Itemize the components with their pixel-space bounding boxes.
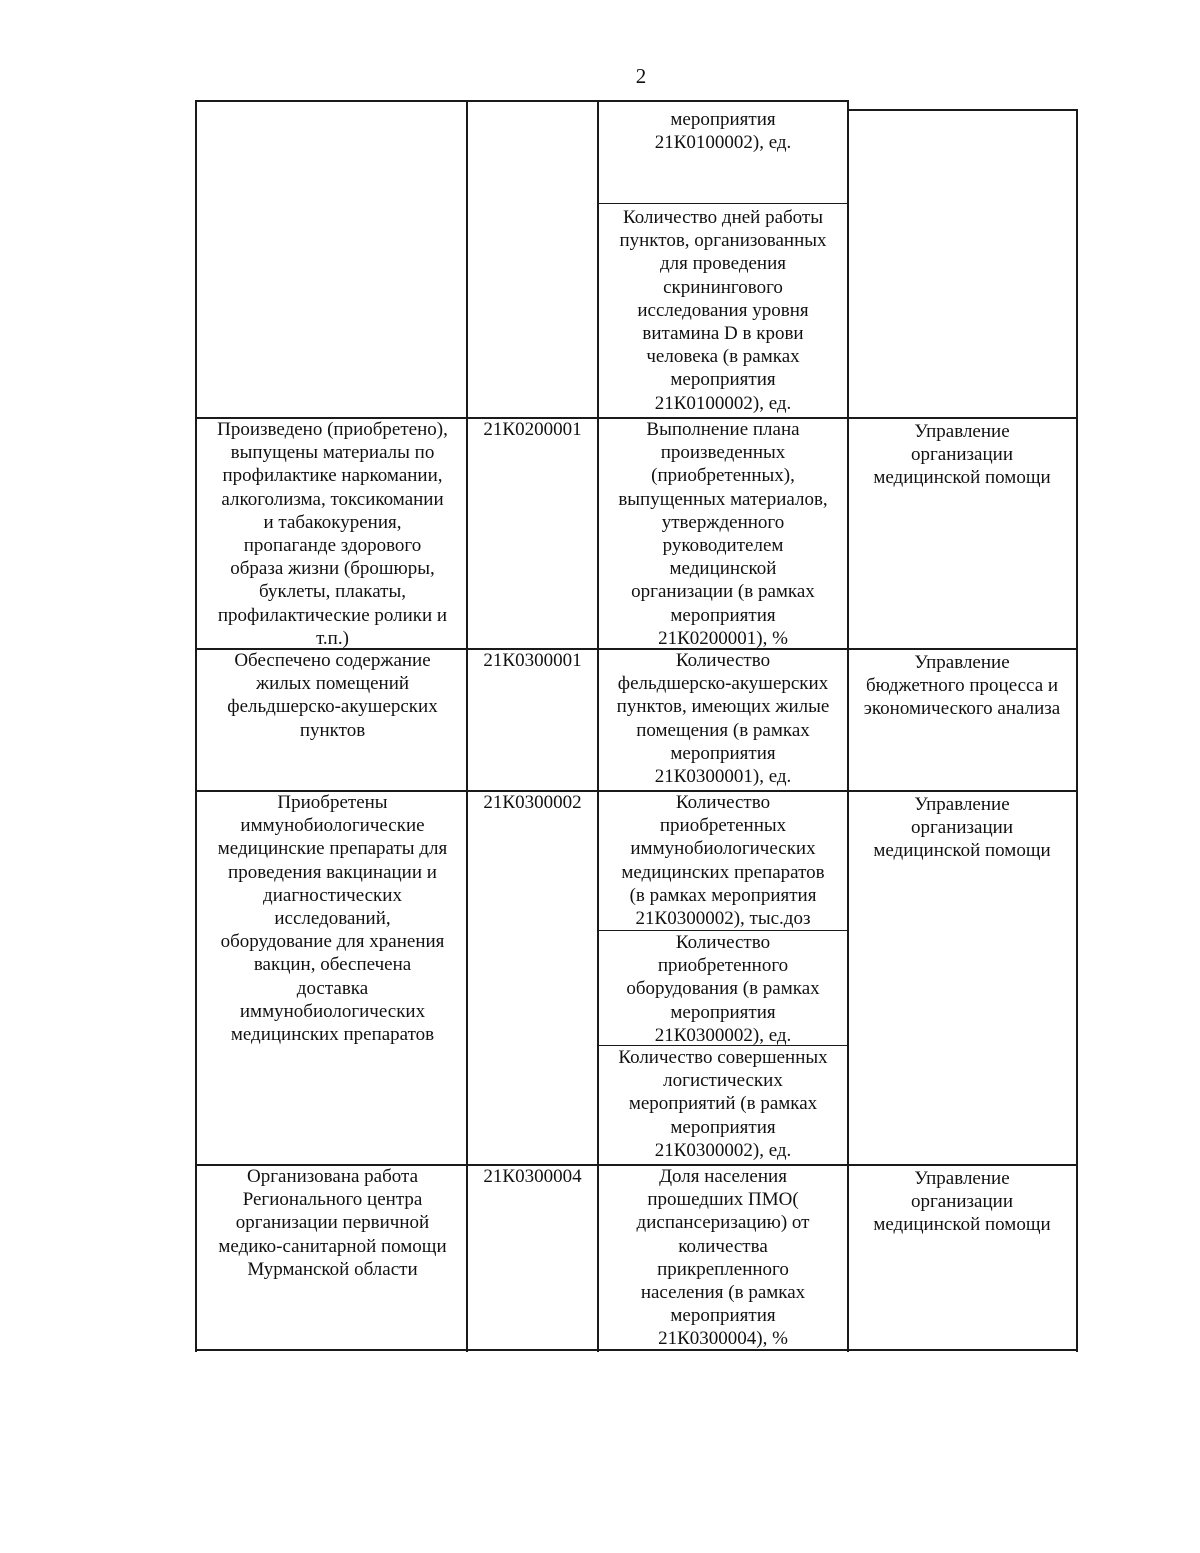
indicator-text: Количество приобретенных иммунобиологических медицинских препаратов (в рамках мероприятия 21К0300002), тыс.доз bbox=[621, 792, 825, 930]
result-text: Произведено (приобретено), выпущены материалы по профилактике наркомании, алкоголизма, токсикомании и табакокурения, пропаганде здорового образа жизни (брошюры, буклеты, плакаты, профилактические ролики и т.п.) bbox=[217, 419, 448, 649]
indicator-cell bbox=[599, 1046, 847, 1162]
responsible-cell bbox=[849, 651, 1075, 721]
responsible-cell bbox=[849, 1167, 1075, 1237]
indicator-text: Выполнение плана произведенных (приобретенных), выпущенных материалов, утвержденного руководителем медицинской организации (в рамках мероприятия 21К0200001), % bbox=[618, 419, 828, 649]
result-text: Приобретены иммунобиологические медицинские препараты для проведения вакцинации и диагностических исследований, оборудование для хранения вакцин, обеспечена доставка иммунобиологических медицинских препаратов bbox=[217, 792, 448, 1046]
indicator-cell bbox=[599, 206, 847, 415]
code-cell bbox=[468, 1165, 597, 1188]
indicator-text: Количество приобретенного оборудования (в рамках мероприятия 21К0300002), ед. bbox=[626, 932, 820, 1046]
indicator-cell bbox=[599, 649, 847, 788]
indicator-cell bbox=[599, 418, 847, 650]
result-text: Обеспечено содержание жилых помещений фельдшерско-акушерских пунктов bbox=[227, 650, 438, 741]
cell-divider bbox=[599, 203, 847, 204]
table-border-top bbox=[847, 109, 1078, 111]
result-cell bbox=[199, 1165, 466, 1281]
indicator-text: Количество совершенных логистических мероприятий (в рамках мероприятия 21К0300002), ед. bbox=[618, 1047, 828, 1161]
result-cell bbox=[199, 791, 466, 1046]
code-text: 21К0300002 bbox=[483, 792, 582, 813]
code-text: 21К0200001 bbox=[483, 419, 582, 440]
responsible-text: Управление организации медицинской помощи bbox=[873, 421, 1051, 489]
responsible-text: Управление организации медицинской помощи bbox=[873, 1168, 1051, 1236]
code-cell bbox=[468, 649, 597, 672]
indicator-cell bbox=[599, 791, 847, 930]
page-number: 2 bbox=[635, 64, 647, 88]
indicator-text: Количество фельдшерско-акушерских пунктов, имеющих жилые помещения (в рамках мероприятия 21К0300001), ед. bbox=[616, 650, 830, 788]
indicator-text: мероприятия 21К0100002), ед. bbox=[654, 109, 792, 154]
responsible-text: Управление организации медицинской помощи bbox=[873, 794, 1051, 862]
responsible-cell bbox=[849, 420, 1075, 490]
code-text: 21К0300004 bbox=[483, 1166, 582, 1187]
result-cell bbox=[199, 418, 466, 650]
indicator-cell bbox=[599, 931, 847, 1047]
indicator-cell bbox=[599, 1165, 847, 1351]
responsible-cell bbox=[849, 793, 1075, 863]
indicator-text: Доля населения прошедших ПМО( диспансеризацию) от количества прикрепленного населения (в рамках мероприятия 21К0300004), % bbox=[636, 1166, 810, 1350]
indicator-text: Количество дней работы пунктов, организованных для проведения скринингового исследования уровня витамина D в крови человека (в рамках мероприятия 21К0100002), ед. bbox=[619, 207, 827, 414]
table-border-top bbox=[195, 100, 849, 102]
measures-table bbox=[195, 100, 1078, 1352]
code-text: 21К0300001 bbox=[483, 650, 582, 671]
result-text: Организована работа Регионального центра организации первичной медико-санитарной помощи Мурманской области bbox=[218, 1166, 447, 1280]
result-cell bbox=[199, 649, 466, 742]
indicator-cell bbox=[599, 108, 847, 154]
code-cell bbox=[468, 418, 597, 441]
code-cell bbox=[468, 791, 597, 814]
responsible-text: Управление бюджетного процесса и экономического анализа bbox=[863, 652, 1061, 720]
